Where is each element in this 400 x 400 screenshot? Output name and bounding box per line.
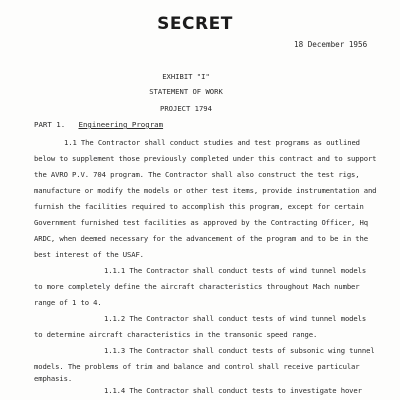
body-line: 1.1.3 The Contractor shall conduct tests of subsonic wing tunnel xyxy=(104,346,375,355)
body-line: 1.1.1 The Contractor shall conduct tests of wind tunnel models xyxy=(104,266,367,275)
body-line: emphasis. xyxy=(34,374,73,383)
body-line: models. The problems of trim and balance and control shall receive particular xyxy=(34,362,360,371)
body-line: 1.1.4 The Contractor shall conduct tests to investigate hover xyxy=(104,386,362,395)
body-line: below to supplement those previously completed under this contract and to support xyxy=(34,154,377,163)
part-heading xyxy=(34,120,163,129)
document-date: 18 December 1956 xyxy=(294,40,368,49)
body-line: Government furnished test facilities as approved by the Contracting Officer, Hq xyxy=(34,218,368,227)
body-line: to more completely define the aircraft characteristics throughout Mach number xyxy=(34,282,360,291)
body-line: range of 1 to 4. xyxy=(34,298,102,307)
body-line: the AVRO P.V. 704 program. The Contractor shall also construct the test rigs, xyxy=(34,170,360,179)
project-heading: PROJECT 1794 xyxy=(160,104,212,113)
part-title: Engineering Program xyxy=(78,120,164,129)
exhibit-heading: EXHIBIT "I" xyxy=(162,72,210,81)
body-line: 1.1 The Contractor shall conduct studies and test programs as outlined xyxy=(64,138,360,147)
body-line: 1.1.2 The Contractor shall conduct tests of wind tunnel models xyxy=(104,314,367,323)
body-line: best interest of the USAF. xyxy=(34,250,144,259)
body-line: ARDC, when deemed necessary for the advancement of the program and to be in the xyxy=(34,234,368,243)
body-line: to determine aircraft characteristics in the transonic speed range. xyxy=(34,330,318,339)
statement-heading: STATEMENT OF WORK xyxy=(149,87,223,96)
part-number: PART 1. xyxy=(34,120,66,129)
classification-stamp: SECRET xyxy=(157,14,233,34)
body-line: furnish the facilities required to accomplish this program, except for certain xyxy=(34,202,364,211)
body-line: manufacture or modify the models or other test items, provide instrumentation and xyxy=(34,186,377,195)
